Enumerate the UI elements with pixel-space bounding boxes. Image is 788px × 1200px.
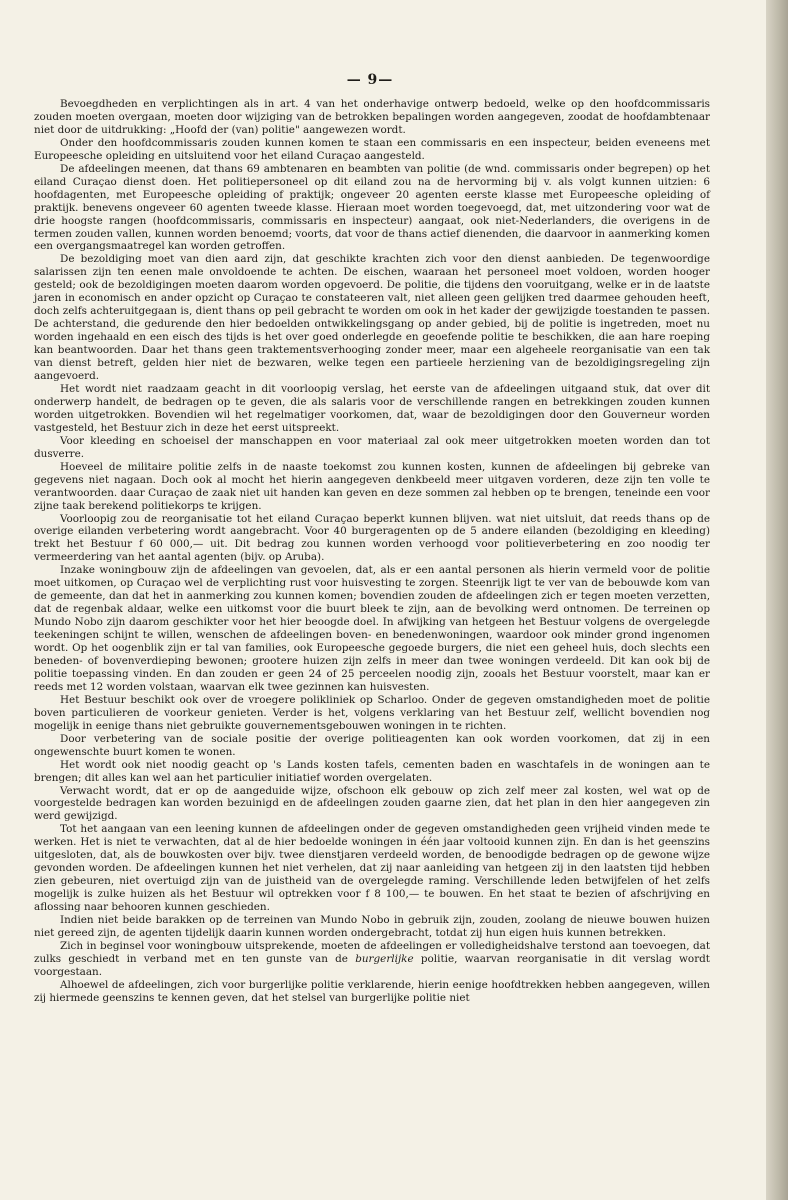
paragraph: Voorloopig zou de reorganisatie tot het eiland Curaçao beperkt kunnen blijven. wat niet uitsluit, dat reeds thans op de overige eilanden verbetering wordt aangebracht. Voor 40 burgeragenten op de 5 andere eilanden (bezoldiging en kleeding) trekt het Bestuur f 60 000,— uit. Dit bedrag zou kunnen worden verhoogd voor politieverbetering en zoo noodig ter vermeerdering van het aantal agenten (bijv. op Aruba). [34, 512, 710, 564]
paragraph: Indien niet beide barakken op de terreinen van Mundo Nobo in gebruik zijn, zouden, zoolang de nieuwe bouwen huizen niet gereed zijn, de agenten tijdelijk daarin kunnen worden ondergebracht, totdat zij hun eigen huis kunnen betrekken. [34, 914, 710, 939]
paragraph: Door verbetering van de sociale positie der overige politieagenten kan ook worden voorkomen, dat zij in een ongewenschte buurt komen te wonen. [34, 732, 710, 758]
paragraph: Hoeveel de militaire politie zelfs in de naaste toekomst zou kunnen kosten, kunnen de afdeelingen bij gebreke van gegevens niet nagaan. Doch ook al mocht het hierin aangegeven denkbeeld meer uitgaven vorderen, deze zijn ten volle te verantwoorden. daar Curaçao de zaak niet uit handen kan geven en deze sommen zal hebben op te brengen, teneinde een voor zijne taak berekend politiekorps te krijgen. [34, 460, 710, 512]
paragraph-last: Alhoewel de afdeelingen, zich voor burgerlijke politie verklarende, hierin eenige hoofdtrekken hebben aangegeven, willen zij hiermede geenszins te kennen geven, dat het stelsel van burgerlijke politie niet [34, 978, 710, 1004]
paragraph: Verwacht wordt, dat er op de aangeduide wijze, ofschoon elk gebouw op zich zelf meer zal kosten, wel wat op de voorgestelde bedragen kan worden bezuinigd en de afdeelingen zouden gaarne zien, dat het plan in den hier aangegeven zin werd gewijzigd. [34, 784, 710, 823]
paragraph: Tot het aangaan van een leening kunnen de afdeelingen onder de gegeven omstandigheden geen vrijheid vinden mede te werken. Het is niet te verwachten, dat al de hier bedoelde woningen in één jaar voltooid kunnen zijn. En dan is het geenszins uitgesloten, dat, als de bouwkosten over bijv. twee dienstjaren verdeeld worden, de benoodigde bedragen op de gewone wijze gevonden worden. De afdeelingen kunnen het niet verhelen, dat zij naar aanleiding van hetgeen zij in den laatsten tijd hebben zien gebeuren, niet overtuigd zijn van de juistheid van de overgelegde raming. Verschillende leden betwijfelen of het zelfs mogelijk is zulke huizen als het Bestuur wil optrekken voor f 8 100,— te bouwen. En het staat te bezien of afschrijving en aflossing naar behooren kunnen geschieden. [34, 823, 710, 914]
emphasis-burgerlijke: burgerlijke [355, 952, 414, 965]
page-binding-edge [766, 0, 788, 1200]
paragraph: Voor kleeding en schoeisel der manschappen en voor materiaal zal ook meer uitgetrokken moeten worden dan tot dusverre. [34, 434, 710, 460]
paragraph: Het wordt ook niet noodig geacht op 's Lands kosten tafels, cementen baden en waschtafels in de woningen aan te brengen; dit alles kan wel aan het particulier initiatief worden overgelaten. [34, 758, 710, 784]
page-number: — 9— [346, 72, 394, 88]
paragraph: Het Bestuur beschikt ook over de vroegere polikliniek op Scharloo. Onder de gegeven omstandigheden moet de politie boven particulieren de voorkeur genieten. Verder is het, volgens verklaring van het Bestuur zelf, wellicht bovendien nog mogelijk in eenige thans niet gebruikte gouvernementsgebouwen woningen in te richten. [34, 693, 710, 732]
paragraph: De afdeelingen meenen, dat thans 69 ambtenaren en beambten van politie (de wnd. commissaris onder begrepen) op het eiland Curaçao dienst doen. Het politiepersoneel op dit eiland zou na de hervorming bij v. als volgt kunnen uitzien: 6 hoofdagenten, met Europeesche opleiding of praktijk; ongeveer 20 agenten eerste klasse met Europeesche opleiding of praktijk. benevens ongeveer 60 agenten tweede klasse. Hieraan moet worden toegevoegd, dat, met uitzondering voor wat de drie hoogste rangen (hoofdcommissaris, commissaris en inspecteur) aangaat, ook niet-Nederlanders, die overigens in de termen zouden vallen, kunnen worden benoemd; voorts, dat voor de thans actief dienenden, die daarvoor in aanmerking komen een overgangsmaatregel kan worden getroffen. [34, 162, 710, 253]
document-body [34, 98, 710, 1005]
paragraph: Bevoegdheden en verplichtingen als in art. 4 van het onderhavige ontwerp bedoeld, welke op den hoofdcommissaris zouden moeten overgaan, moeten door wijziging van de betrokken bepalingen worden aangegeven, zoodat de hoofdambtenaar niet door de uitdrukking: „Hoofd der (van) politie" aangewezen wordt. [34, 98, 710, 136]
paragraph-burgerlijke [34, 940, 710, 979]
paragraph: De bezoldiging moet van dien aard zijn, dat geschikte krachten zich voor den dienst aanbieden. De tegenwoordige salarissen zijn ten eenen male onvoldoende te achten. De eischen, waaraan het personeel moet voldoen, worden hooger gesteld; ook de bezoldigingen moeten daarom worden opgevoerd. De politie, die tijdens den vooruitgang, welke er in de laatste jaren in economisch en ander opzicht op Curaçao te constateeren valt, niet alleen geen gelijken tred daarmee gehouden heeft, doch zelfs achteruitgegaan is, dient thans op peil gebracht te worden om ook in het kader der gewijzigde toestanden te passen. De achterstand, die gedurende den hier bedoelden ontwikkelingsgang op ander gebied, bij de politie is ingetreden, moet nu worden ingehaald en een eisch des tijds is het over goed onderlegde en geoefende politie te beschikken, die aan hare roeping kan beantwoorden. Daar het thans geen traktementsverhooging zonder meer, maar een algeheele reorganisatie van een tak van dienst betreft, gelden hier niet de bezwaren, welke tegen een partieele herziening van de bezoldigingsregeling zijn aangevoerd. [34, 253, 710, 383]
paragraph-text-after: politie, waarvan reorganisatie in dit verslag wordt voorgestaan. [34, 952, 710, 978]
paragraph: Onder den hoofdcommissaris zouden kunnen komen te staan een commissaris en een inspecteur, beiden eveneens met Europeesche opleiding en uitsluitend voor het eiland Curaçao aangesteld. [34, 136, 710, 162]
paragraph: Het wordt niet raadzaam geacht in dit voorloopig verslag, het eerste van de afdeelingen uitgaand stuk, dat over dit onderwerp handelt, de bedragen op te geven, die als salaris voor de verschillende rangen en betrekkingen zouden kunnen worden uitgetrokken. Bovendien wil het regelmatiger voorkomen, dat, waar de bezoldigingen door den Gouverneur worden vastgesteld, het Bestuur zich in deze het eerst uitspreekt. [34, 382, 710, 434]
paragraph: Inzake woningbouw zijn de afdeelingen van gevoelen, dat, als er een aantal personen als hierin vermeld voor de politie moet uitkomen, op Curaçao wel de verplichting rust voor huisvesting te zorgen. Steenrijk ligt te ver van de bebouwde kom van de gemeente, dan dat het in aanmerking zou kunnen komen; bovendien zouden de afdeelingen zich er tegen moeten verzetten, dat de regenbak aldaar, welke een uitkomst voor die buurt bleek te zijn, aan de bevolking werd ontnomen. De terreinen op Mundo Nobo zijn daarom geschikter voor het hier beoogde doel. In afwijking van hetgeen het Bestuur volgens de overgelegde teekeningen schijnt te willen, wenschen de afdeelingen boven- en benedenwoningen, waardoor ook minder grond ingenomen wordt. Op het oogenblik zijn er tal van families, ook Europeesche gegoede burgers, die niet een geheel huis, doch slechts een beneden- of bovenverdieping bewonen; grootere huizen zijn zelfs in meer dan twee woningen verdeeld. Dit kan ook bij de politie toepassing vinden. En dan zouden er geen 24 of 25 perceelen noodig zijn, zooals het Bestuur voorstelt, maar kan er reeds met 12 worden volstaan, waarvan elk twee gezinnen kan huisvesten. [34, 564, 710, 693]
paragraph-text-before: Zich in beginsel voor woningbouw uitsprekende, moeten de afdeelingen er volledigheidshalve terstond aan toevoegen, dat zulks geschiedt in verband met en ten gunste van de [34, 939, 710, 965]
